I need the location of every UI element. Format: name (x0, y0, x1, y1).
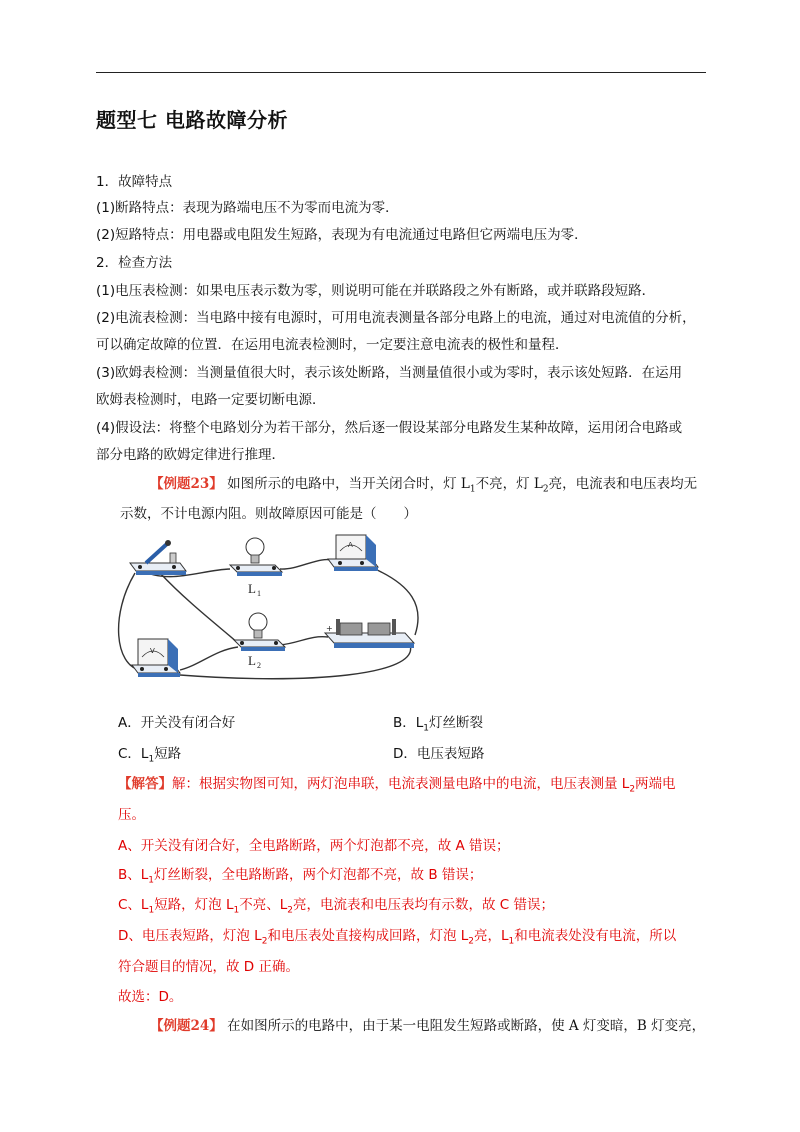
ammeter-label: A (348, 541, 353, 549)
lamp-l2 (234, 613, 285, 670)
answer-line2: 压。 (118, 807, 145, 823)
answer-line-a: A、开关没有闭合好，全电路断路，两个灯泡都不亮，故 A 错误； (118, 838, 510, 854)
answer-line-d2: 符合题目的情况，故 D 正确。 (118, 959, 299, 975)
example23-question-line1: 【例题23】 如图所示的电路中，当开关闭合时，灯 $L_1$不亮，灯 $L_2$亮，电流表和电压表均无 (150, 476, 698, 495)
example23-question-line2: 示数，不计电源内阻。则故障原因可能是（ ） (120, 506, 417, 522)
lamp-l2-label: L (248, 653, 256, 668)
answer-line-c: C、$L_1$短路，灯泡 $L_1$不亮、$L_2$亮，电流表和电压表均有示数，故 C 错误； (118, 897, 555, 916)
option-c[interactable]: C．$L_1$短路 (118, 746, 182, 765)
lamp-l1-label: L (248, 581, 256, 596)
answer-line-b: B、$L_1$灯丝断裂，全电路断路，两个灯泡都不亮，故 B 错误； (118, 867, 483, 886)
voltmeter-label: V (150, 647, 155, 655)
section-line: 可以确定故障的位置．在运用电流表检测时，一定要注意电流表的极性和量程． (96, 337, 569, 353)
lamp-l2-subscript: 2 (257, 661, 261, 670)
lamp-l1-subscript: 1 (257, 589, 261, 598)
example24-tag: 【例题24】 (150, 1018, 223, 1034)
battery-plus-sign: + (326, 624, 333, 633)
answer-choice: 故选：D。 (118, 989, 183, 1005)
section-line: (1)电压表检测：如果电压表示数为零，则说明可能在并联路段之外有断路，或并联路段短路． (96, 283, 656, 299)
section-line: 2．检查方法 (96, 255, 173, 271)
section-line: 1．故障特点 (96, 174, 173, 190)
section-line: (4)假设法：将整个电路划分为若干部分，然后逐一假设某部分电路发生某种故障，运用闭合电路或 (96, 420, 683, 436)
page-title: 题型七 电路故障分析 (96, 108, 288, 132)
section-line: (2)电流表检测：当电路中接有电源时，可用电流表测量各部分电路上的电流，通过对电流值的分析， (96, 310, 696, 326)
lamp-l1 (230, 538, 282, 598)
section-line: (1)断路特点：表现为路端电压不为零而电流为零． (96, 200, 399, 216)
voltmeter-device (132, 639, 180, 677)
section-line: (3)欧姆表检测：当测量值很大时，表示该处断路，当测量值很小或为零时，表示该处短路．在运用 (96, 365, 683, 381)
answer-line-d: D、电压表短路，灯泡 $L_2$和电压表处直接构成回路，灯泡 $L_2$亮，$L_1$和电流表处没有电流，所以 (118, 928, 677, 947)
switch-device (130, 540, 186, 575)
option-d[interactable]: D．电压表短路 (393, 746, 485, 762)
example23-tag: 【例题23】 (150, 476, 223, 492)
circuit-diagram (110, 525, 430, 695)
option-a[interactable]: A．开关没有闭合好 (118, 715, 236, 731)
top-rule (96, 72, 706, 73)
answer-tag: 【解答】 (118, 776, 172, 792)
section-line: 欧姆表检测时，电路一定要切断电源． (96, 392, 326, 408)
option-b[interactable]: B．$L_1$灯丝断裂 (393, 715, 484, 734)
answer-line1: 【解答】解：根据实物图可知，两灯泡串联，电流表测量电路中的电流，电压表测量 $L_2$两端电 (118, 776, 676, 795)
battery-device (325, 619, 414, 648)
ammeter-device (328, 535, 378, 571)
section-line: 部分电路的欧姆定律进行推理． (96, 447, 285, 463)
example24-question: 【例题24】 在如图所示的电路中，由于某一电阻发生短路或断路，使 A 灯变暗，B 灯变亮， (150, 1018, 706, 1034)
section-line: (2)短路特点：用电器或电阻发生短路，表现为有电流通过电路但它两端电压为零． (96, 227, 588, 243)
